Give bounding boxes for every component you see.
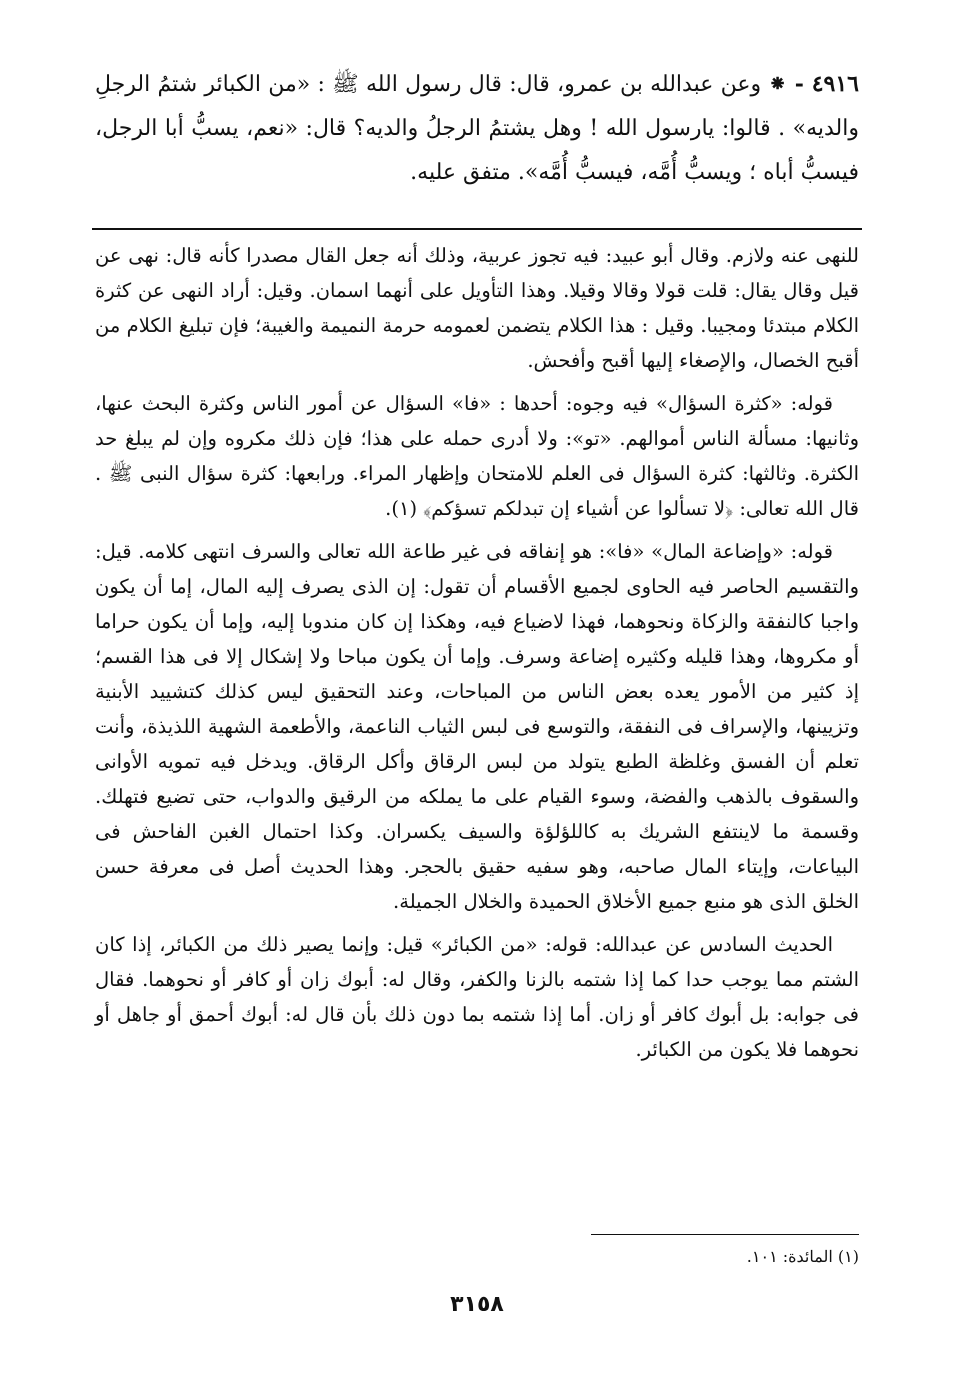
commentary-paragraph: الحديث السادس عن عبدالله: قوله: «من الكبائر» قيل: وإنما يصير ذلك من الكبائر، إذا كان الشتم مما يوجب حدا كما إذا شتمه بالزنا والكفر، وقال له: أبوك زان أو كافر أو نحوهما. فقال فى جوابه: بل أبوك كافر أو زان. أما إذا شتمه بما دون ذلك بأن قال له: أبوك أحمق أو جاهل أو نحوهما فلا يكون من الكبائر. <box>95 933 859 1061</box>
hadith-number: ٤٩١٦ - ⁕ <box>768 71 859 97</box>
commentary-paragraph: قوله: «وإضاعة المال» «فا»: هو إنفاقه فى غير طاعة الله تعالى والسرف انتهى كلامه. قيل: والتقسيم الحاصر فيه الحاوى لجميع الأقسام أن تقول: إن الذى يصرف إليه المال، إما أن يكون واجبا كالنفقة والزكاة ونحوهما، فهذا لاضياع فيه، وهكذا إن كان مندوبا إليه، وإما أن يكون حراما أو مكروها، وهذا قليله وكثيره إضاعة وسرف. وإما أن يكون مباحا ولا إشكال إلا فى هذا القسم؛ إذ كثير من الأمور يعده بعض الناس من المباحات، وعند التحقيق ليس كذلك كتشييد الأبنية وتزيينها، والإسراف فى النفقة، والتوسع فى لبس الثياب الناعمة، والأطعمة الشهية اللذيذة، وأنت تعلم أن الفسق وغلظة الطبع يتولد من لبس الرقاق وأكل الرقاق. ويدخل فيه تمويه الأوانى والسقوف بالذهب والفضة، وسوء القيام على ما يملكه من الرقيق والدواب، حتى تضيع فتهلك. وقسمة ما لاينتفع الشريك به كاللؤلؤة والسيف يكسران. وكذا احتمال الغبن الفاحش فى البياعات، وإيتاء المال صاحبه، وهو سفيه حقيق بالحجر. وهذا الحديث أصل فى معرفة حسن الخلق الذى هو منبع جميع الأخلاق الحميدة والخلال الجميلة. <box>95 540 859 913</box>
commentary-block <box>95 238 859 1075</box>
footnote: (١) المائدة: ١٠١. <box>746 1247 859 1266</box>
commentary-paragraph: قوله: «كثرة السؤال» فيه وجوه: أحدها : «فا» السؤال عن أمور الناس وكثرة البحث عنها، وثانيها: مسألة الناس أموالهم. «تو»: ولا أدرى حمله على هذا؛ فإن ذلك مكروه وإن لم يبلغ حد الكثرة. وثالثها: كثرة السؤال فى العلم للامتحان وإظهار المراء. ورابعها: كثرة سؤال النبى ﷺ . قال الله تعالى: ﴿لا تسألوا عن أشياء إن تبدلكم تسؤكم﴾ (١). <box>95 392 859 520</box>
footnote-divider <box>591 1234 859 1235</box>
hadith-body: وعن عبدالله بن عمرو، قال: قال رسول الله ﷺ : «من الكبائر شتمُ الرجلِ والديه» . قالوا: يارسول الله ! وهل يشتمُ الرجلُ والديه؟ قال: «نعم، يسبُّ أبا الرجل، فيسبُّ أباه ؛ ويسبُّ أُمَّه، فيسبُّ أُمَّه». متفق عليه. <box>95 72 859 185</box>
commentary-paragraph: للنهى عنه ولازم. وقال أبو عبيد: فيه تجوز عربية، وذلك أنه جعل القال مصدرا كأنه قال: نهى عن قيل وقال يقال: قلت قولا وقالا وقيلا. وهذا التأويل على أنهما اسمان. وقيل: أراد النهى عن كثرة الكلام مبتدئا ومجيبا. وقيل : هذا الكلام يتضمن لعمومه حرمة النميمة والغيبة؛ فإن تبليغ الكلام من أقبح الخصال، والإصغاء إليها أقبح وأفحش. <box>95 244 859 372</box>
page-number: ٣١٥٨ <box>450 1292 504 1317</box>
hadith-text-block <box>95 62 859 195</box>
section-divider <box>92 228 862 230</box>
